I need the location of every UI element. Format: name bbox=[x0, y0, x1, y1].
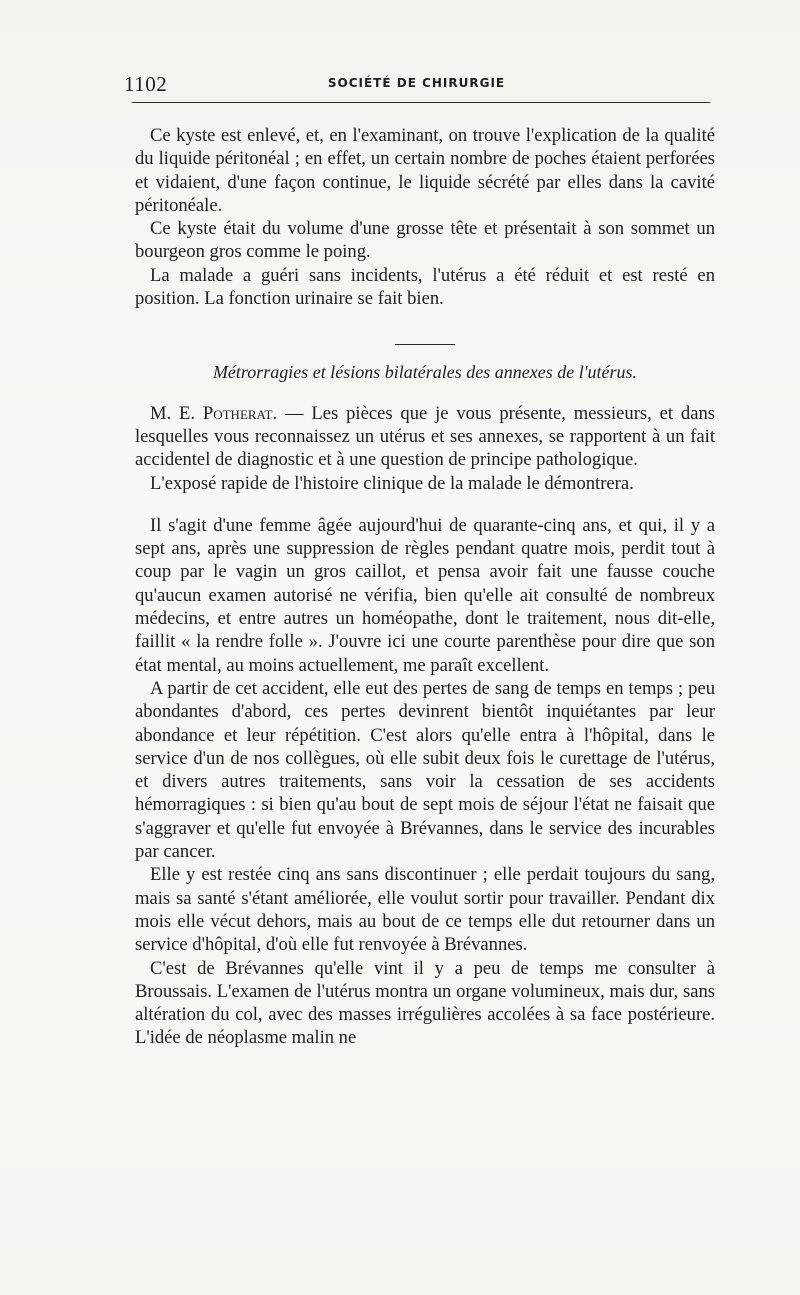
paragraph: Elle y est restée cinq ans sans discontinuer ; elle perdait toujours du sang, mais sa santé s'étant améliorée, elle voulut sortir pour travailler. Pendant dix mois elle vécut dehors, mais au bout de ce temps elle dut retourner dans un service d'hôpital, d'où elle fut renvoyée à Brévannes. bbox=[135, 864, 715, 956]
paragraph-gap bbox=[135, 495, 715, 514]
paragraph: Ce kyste était du volume d'une grosse tête et présentait à son sommet un bourgeon gros comme le poing. bbox=[135, 218, 715, 263]
section-divider bbox=[395, 344, 455, 345]
header-rule bbox=[132, 102, 710, 103]
paragraph: C'est de Brévannes qu'elle vint il y a peu de temps me consulter à Broussais. L'examen de l'utérus montra un organe volumineux, mais dur, sans altération du col, avec des masses irrégulières accolées à sa face postérieure. L'idée de néoplasme malin ne bbox=[135, 957, 715, 1049]
author-name: M. E. Potherat. bbox=[150, 402, 278, 424]
paragraph: Il s'agit d'une femme âgée aujourd'hui de quarante-cinq ans, et qui, il y a sept ans, après une suppression de règles pendant quatre mois, perdit tout à coup par le vagin un gros caillot, et pensa avoir fait une fausse couche qu'aucun examen autorisé ne vérifia, bien qu'elle ait consulté de nombreux médecins, et entre autres un homéopathe, dont le traitement, nous dit-elle, faillit « la rendre folle ». J'ouvre ici une courte parenthèse pour dire que son état mental, au moins actuellement, me paraît excellent. bbox=[135, 514, 715, 676]
paragraph: Ce kyste est enlevé, et, en l'examinant, on trouve l'explication de la qualité du liquide péritonéal ; en effet, un certain nombre de poches étaient perforées et vidaient, d'une façon continue, le liquide sécrété par elles dans la cavité péritonéale. bbox=[135, 125, 715, 216]
paragraph bbox=[135, 402, 715, 472]
paragraph: A partir de cet accident, elle eut des pertes de sang de temps en temps ; peu abondantes d'abord, ces pertes devinrent bientôt inquiétantes par leur abondance et leur répétition. C'est alors qu'elle entra à l'hôpital, dans le service d'un de nos collègues, où elle subit deux fois le curettage de l'utérus, et divers autres traitements, sans voir la cessation de ses accidents hémorragiques : si bien qu'au bout de sept mois de séjour l'état ne faisait que s'aggraver et qu'elle fut envoyée à Brévannes, dans le service des incurables par cancer. bbox=[135, 677, 715, 863]
paragraph: L'exposé rapide de l'histoire clinique de la malade le démontrera. bbox=[150, 472, 634, 494]
running-head: SOCIÉTÉ DE CHIRURGIE bbox=[327, 76, 506, 90]
paragraph: La malade a guéri sans incidents, l'utérus a été réduit et est resté en position. La fonction urinaire se fait bien. bbox=[135, 264, 715, 310]
page-number: 1102 bbox=[124, 72, 168, 96]
body-text bbox=[135, 124, 715, 1050]
section-title: Métrorragies et lésions bilatérales des annexes de l'utérus. bbox=[212, 362, 638, 383]
paragraph-text: — Les pièces que je vous présente, messieurs, et dans lesquelles vous reconnaissez un utérus et ses annexes, se rapportent à un fait accidentel de diagnostic et à une question de principe pathologique. bbox=[135, 402, 715, 471]
page-header bbox=[124, 72, 709, 96]
